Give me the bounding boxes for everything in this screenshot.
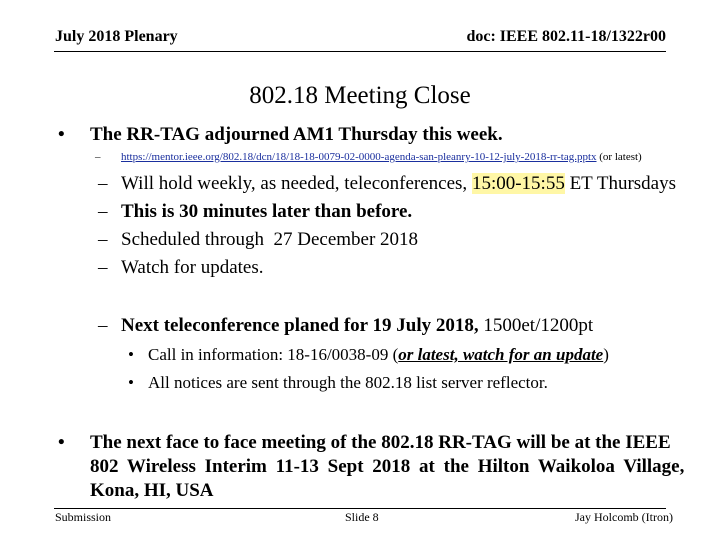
dash-marker: –	[98, 173, 108, 194]
footer-author: Jay Holcomb (Itron)	[575, 510, 673, 524]
dash-marker: –	[98, 201, 108, 222]
bullet-marker: •	[128, 373, 134, 392]
notices-info: All notices are sent through the 802.18 list server reflector.	[148, 373, 548, 392]
schedule-text: Will hold weekly, as needed, teleconferences,	[121, 173, 472, 194]
agenda-link[interactable]: https://mentor.ieee.org/802.18/dcn/18/18-18-0079-02-0000-agenda-san-pleanry-10-12-july-2018-rr-tag.pptx	[121, 151, 597, 163]
bullet1-text: The RR-TAG adjourned AM1 Thursday this week.	[90, 124, 503, 145]
slide-number: Slide 8	[345, 510, 379, 524]
dash-marker: –	[98, 229, 108, 250]
bullet2-line-2: 802 Wireless Interim 11-13 Sept 2018 at the Hilton Waikoloa Village,	[90, 456, 685, 477]
bullet-marker: •	[58, 124, 65, 145]
dash-marker: –	[98, 257, 108, 278]
call-in-emphasis: or latest, watch for an update	[398, 345, 604, 364]
footer-rule	[54, 508, 666, 509]
header-left: July 2018 Plenary	[55, 28, 178, 45]
bullet2-line-3: Kona, HI, USA	[90, 480, 214, 501]
dash-marker: –	[95, 151, 101, 163]
bullet-marker: •	[128, 345, 134, 364]
schedule-suffix: ET Thursdays	[564, 173, 677, 194]
highlighted-time: 15:00-15:55	[471, 173, 565, 194]
call-in-info	[148, 345, 609, 365]
bullet2-line-1: The next face to face meeting of the 802.18 RR-TAG will be at the IEEE	[90, 432, 671, 453]
header-rule	[54, 51, 666, 52]
watch-updates: Watch for updates.	[121, 257, 264, 278]
teleconference-schedule	[121, 173, 676, 195]
call-in-close: )	[603, 345, 609, 364]
agenda-link-suffix: (or latest)	[596, 151, 642, 163]
bullet-marker: •	[58, 432, 65, 453]
next-teleconference	[121, 315, 593, 337]
call-in-text: Call in information: 18-16/0038-09 (	[148, 345, 399, 364]
next-teleconference-time: 1500et/1200pt	[478, 315, 594, 336]
scheduled-through: Scheduled through 27 December 2018	[121, 229, 419, 250]
footer-left: Submission	[55, 510, 112, 524]
slide-title: 802.18 Meeting Close	[249, 82, 471, 109]
header-right: doc: IEEE 802.11-18/1322r00	[466, 28, 666, 45]
agenda-link-item	[121, 151, 642, 163]
dash-marker: –	[98, 315, 108, 336]
time-change-note: This is 30 minutes later than before.	[121, 201, 413, 222]
next-teleconference-bold: Next teleconference planed for 19 July 2018,	[121, 315, 479, 336]
